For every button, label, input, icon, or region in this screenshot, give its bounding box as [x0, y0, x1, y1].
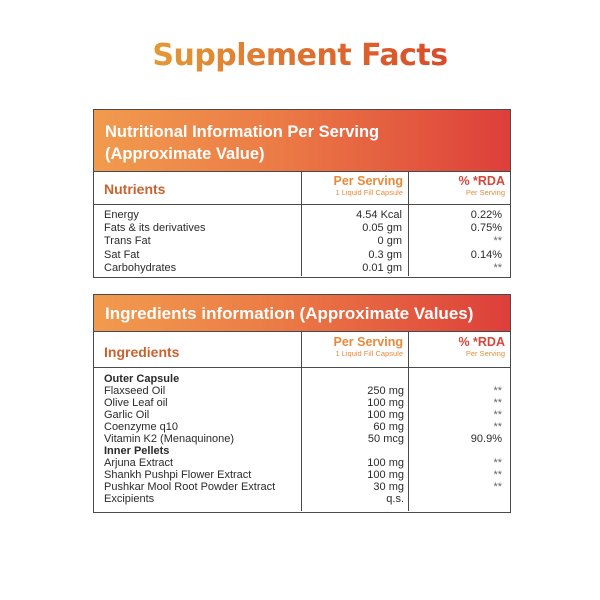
nutrition-row-amount: 0.01 gm — [362, 261, 402, 274]
ingredients-row-name: Vitamin K2 (Menaquinone) — [104, 433, 235, 445]
ingredients-row-amount: 30 mg — [373, 481, 404, 493]
ingredients-row-amount: 100 mg — [367, 469, 404, 481]
ingredients-row-amount: 60 mg — [373, 421, 404, 433]
rda-header — [409, 332, 510, 367]
ingredients-row-rda: ** — [493, 469, 502, 481]
nutrition-row-amount: 4.54 Kcal — [356, 209, 402, 221]
nutrition-row-rda: 0.14% — [470, 248, 502, 261]
ingredients-row-name: Flaxseed Oil — [104, 385, 166, 397]
nutrition-row-name: Trans Fat — [104, 235, 151, 248]
per-serving-header — [302, 172, 409, 204]
ingredients-banner — [94, 295, 510, 332]
ingredients-row-amount: 100 mg — [367, 409, 404, 421]
ingredients-row-rda — [409, 373, 502, 385]
ingredients-row-rda: ** — [493, 421, 502, 433]
per-serving-title: Per Serving — [333, 335, 403, 349]
ingredients-row-rda: ** — [493, 409, 502, 421]
ingredients-table — [93, 294, 511, 513]
nutrition-body — [94, 205, 510, 276]
per-serving-header — [302, 332, 409, 367]
ingredients-row-amount: 250 mg — [367, 385, 404, 397]
nutrient-names-column — [94, 205, 302, 276]
ingredients-row-amount — [302, 445, 404, 457]
ingredients-body — [94, 368, 510, 511]
nutrition-row-amount: 0.3 gm — [368, 248, 402, 261]
nutrition-row-name: Energy — [104, 209, 139, 221]
ingredients-row-name: Pushkar Mool Root Powder Extract — [104, 481, 276, 493]
nutrition-row-rda: ** — [493, 261, 502, 274]
nutrition-row-amount: 0.05 gm — [362, 222, 402, 235]
nutrient-rda-column — [409, 205, 510, 276]
nutrition-table — [93, 109, 511, 278]
ingredients-row-amount: 50 mcg — [367, 433, 404, 445]
nutrition-row-name: Fats & its derivatives — [104, 222, 206, 235]
nutrition-row-rda: 0.22% — [470, 209, 502, 221]
ingredient-names-column — [94, 368, 302, 511]
ingredients-row-rda — [409, 493, 502, 505]
rda-subtitle: Per Serving — [465, 188, 505, 197]
ingredients-row-amount: 100 mg — [367, 397, 404, 409]
ingredients-row-name: Olive Leaf oil — [104, 397, 168, 409]
per-serving-title: Per Serving — [333, 174, 403, 188]
ingredients-row-amount: 100 mg — [367, 457, 404, 469]
nutrition-banner-subtitle: (Approximate Value) — [105, 145, 265, 163]
ingredients-row-rda: ** — [493, 397, 502, 409]
rda-title: % *RDA — [458, 174, 505, 188]
ingredients-row-rda — [409, 445, 502, 457]
per-serving-subtitle: 1 Liquid Fill Capsule — [335, 188, 403, 197]
rda-subtitle: Per Serving — [465, 349, 505, 358]
ingredients-row-name: Arjuna Extract — [104, 457, 174, 469]
ingredients-row-rda: ** — [493, 457, 502, 469]
ingredient-amounts-column — [302, 368, 409, 511]
nutrition-header-row — [94, 172, 510, 205]
ingredients-row-name: Shankh Pushpi Flower Extract — [104, 469, 252, 481]
nutrition-row-name: Sat Fat — [104, 248, 140, 261]
nutrition-row-name: Carbohydrates — [104, 261, 177, 274]
ingredients-row-rda: 90.9% — [470, 433, 502, 445]
nutrients-header: Nutrients — [94, 172, 302, 204]
nutrition-row-amount: 0 gm — [377, 235, 402, 248]
ingredients-row-amount: q.s. — [386, 493, 404, 505]
nutrition-banner-title: Nutritional Information Per Serving — [105, 123, 380, 141]
ingredients-row-name: Coenzyme q10 — [104, 421, 178, 433]
ingredients-row-name: Excipients — [104, 493, 155, 505]
ingredient-rda-column — [409, 368, 510, 511]
nutrition-row-rda: ** — [493, 235, 502, 248]
nutrition-banner — [94, 110, 510, 172]
ingredients-row-rda: ** — [493, 481, 502, 493]
ingredients-header-row — [94, 332, 510, 368]
ingredients-row-rda: ** — [493, 385, 502, 397]
ingredients-row-name: Garlic Oil — [104, 409, 150, 421]
ingredients-row-name: Outer Capsule — [104, 373, 180, 385]
ingredients-banner-title: Ingredients information (Approximate Values) — [105, 304, 474, 323]
nutrient-amounts-column — [302, 205, 409, 276]
nutrition-row-rda: 0.75% — [470, 222, 502, 235]
ingredients-row-amount — [302, 373, 404, 385]
page-title: Supplement Facts — [0, 38, 600, 73]
rda-header — [409, 172, 510, 204]
ingredients-row-name: Inner Pellets — [104, 445, 170, 457]
rda-title: % *RDA — [458, 335, 505, 349]
per-serving-subtitle: 1 Liquid Fill Capsule — [335, 349, 403, 358]
ingredients-header: Ingredients — [94, 332, 302, 367]
